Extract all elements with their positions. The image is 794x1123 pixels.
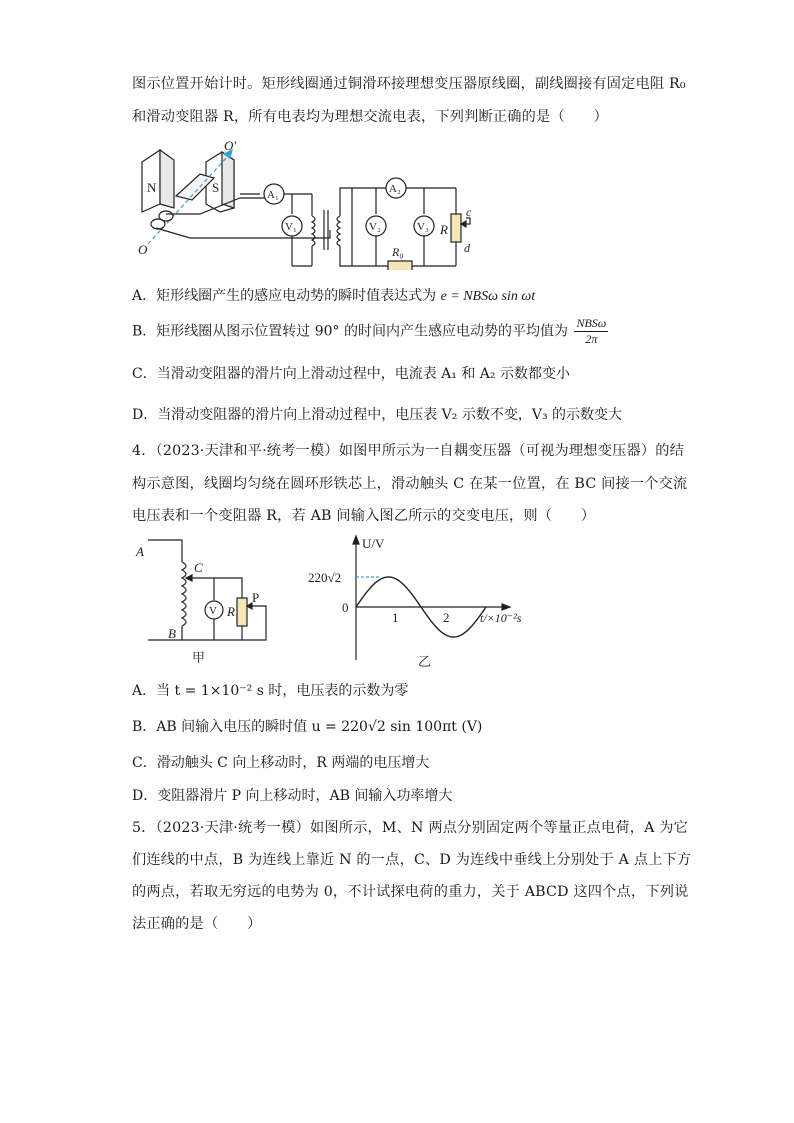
q4-option-a: A．当 t = 1×10⁻² s 时，电压表的示数为零 (132, 683, 409, 699)
label-d: d (464, 241, 470, 255)
q3-option-d: D．当滑动变阻器的滑片向上滑动过程中，电压表 V₂ 示数不变，V₃ 的示数变大 (132, 407, 623, 423)
q3-option-a-text: A．矩形线圈产生的感应电动势的瞬时值表达式为 (132, 288, 437, 304)
q5-line-1: 5．（2023·天津·统考一模）如图所示，M、N 两点分别固定两个等量正点电荷，A 为它 (132, 820, 689, 836)
label-C: C (194, 560, 203, 575)
q3-option-c: C．当滑动变阻器的滑片向上滑动过程中，电流表 A₁ 和 A₂ 示数都变小 (132, 366, 570, 382)
q5-line-3: 的两点，若取无穷远的电势为 0，不计试探电荷的重力，关于 ABCD 这四个点，下列说 (132, 884, 689, 900)
q3-option-b-text: B．矩形线圈从图示位置转过 90° 的时间内产生感应电动势的平均值为 (132, 323, 569, 340)
label-S: S (212, 180, 220, 195)
q4-autotransformer-figure (130, 536, 280, 666)
q3-option-b-denominator: 2π (585, 332, 598, 346)
x-axis-arrow (502, 604, 510, 610)
label-R: R (440, 222, 448, 237)
y-axis-label: U/V (362, 536, 385, 551)
label-V: V (209, 605, 217, 617)
label-A2: A₂ (389, 183, 401, 195)
label-c: c (466, 205, 472, 219)
label-V2: V₂ (369, 221, 381, 233)
label-B: B (168, 626, 176, 641)
label-P: P (252, 590, 260, 605)
q4-line-2: 构示意图，线圈均匀绕在圆环形铁芯上，滑动触头 C 在某一位置，在 BC 间接一个交流 (132, 476, 688, 492)
peak-label: 220√2 (308, 570, 342, 585)
label-V1: V₁ (285, 221, 297, 233)
q4-option-c: C．滑动触头 C 向上移动时，R 两端的电压增大 (132, 755, 430, 771)
q3-option-b (132, 316, 610, 347)
q3-option-a-expr: e = NBSω sin ωt (440, 289, 536, 304)
intro-line-2: 和滑动变阻器 R，所有电表均为理想交流电表，下列判断正确的是（ ） (132, 109, 608, 125)
y-axis-arrow (353, 536, 359, 544)
q3-option-b-numerator: NBSω (576, 316, 607, 330)
q3-option-a (132, 285, 535, 305)
label-V3: V₃ (417, 221, 429, 233)
q3-option-b-fraction (574, 316, 608, 347)
q4-voltage-graph (300, 532, 540, 672)
label-A1: A₁ (267, 189, 279, 201)
label-O: O (138, 242, 148, 257)
q5-line-2: 们连线的中点，B 为连线上靠近 N 的一点，C、D 为连线中垂线上分别处于 A 点上下方 (132, 852, 692, 868)
origin-label: 0 (342, 600, 349, 615)
label-O-prime: O′ (224, 138, 237, 153)
x-axis-label: t/×10⁻²s (480, 611, 522, 625)
q5-line-4: 法正确的是（ ） (132, 916, 262, 932)
label-N: N (147, 180, 157, 195)
caption-yi: 乙 (418, 654, 432, 669)
q4-line-1: 4．（2023·天津和平·统考一模）如图甲所示为一自耦变压器（可视为理想变压器）的结 (132, 443, 685, 459)
label-A: A (136, 544, 144, 559)
q4-line-3: 电压表和一个变阻器 R，若 AB 间输入图乙所示的交变电压，则（ ） (132, 508, 596, 524)
label-R0: R₀ (392, 245, 404, 259)
label-R: R (227, 604, 235, 619)
caption-jia: 甲 (192, 650, 206, 665)
intro-line-1: 图示位置开始计时。矩形线圈通过铜滑环接理想变压器原线圈，副线圈接有固定电阻 R₀ (132, 76, 686, 92)
x-tick-2: 2 (443, 610, 450, 625)
x-tick-1: 1 (392, 610, 399, 625)
q4-option-d: D．变阻器滑片 P 向上移动时，AB 间输入功率增大 (132, 788, 453, 804)
q4-option-b: B．AB 间输入电压的瞬时值 u = 220√2 sin 100πt (V) (132, 719, 483, 735)
q3-circuit-figure (130, 138, 490, 270)
